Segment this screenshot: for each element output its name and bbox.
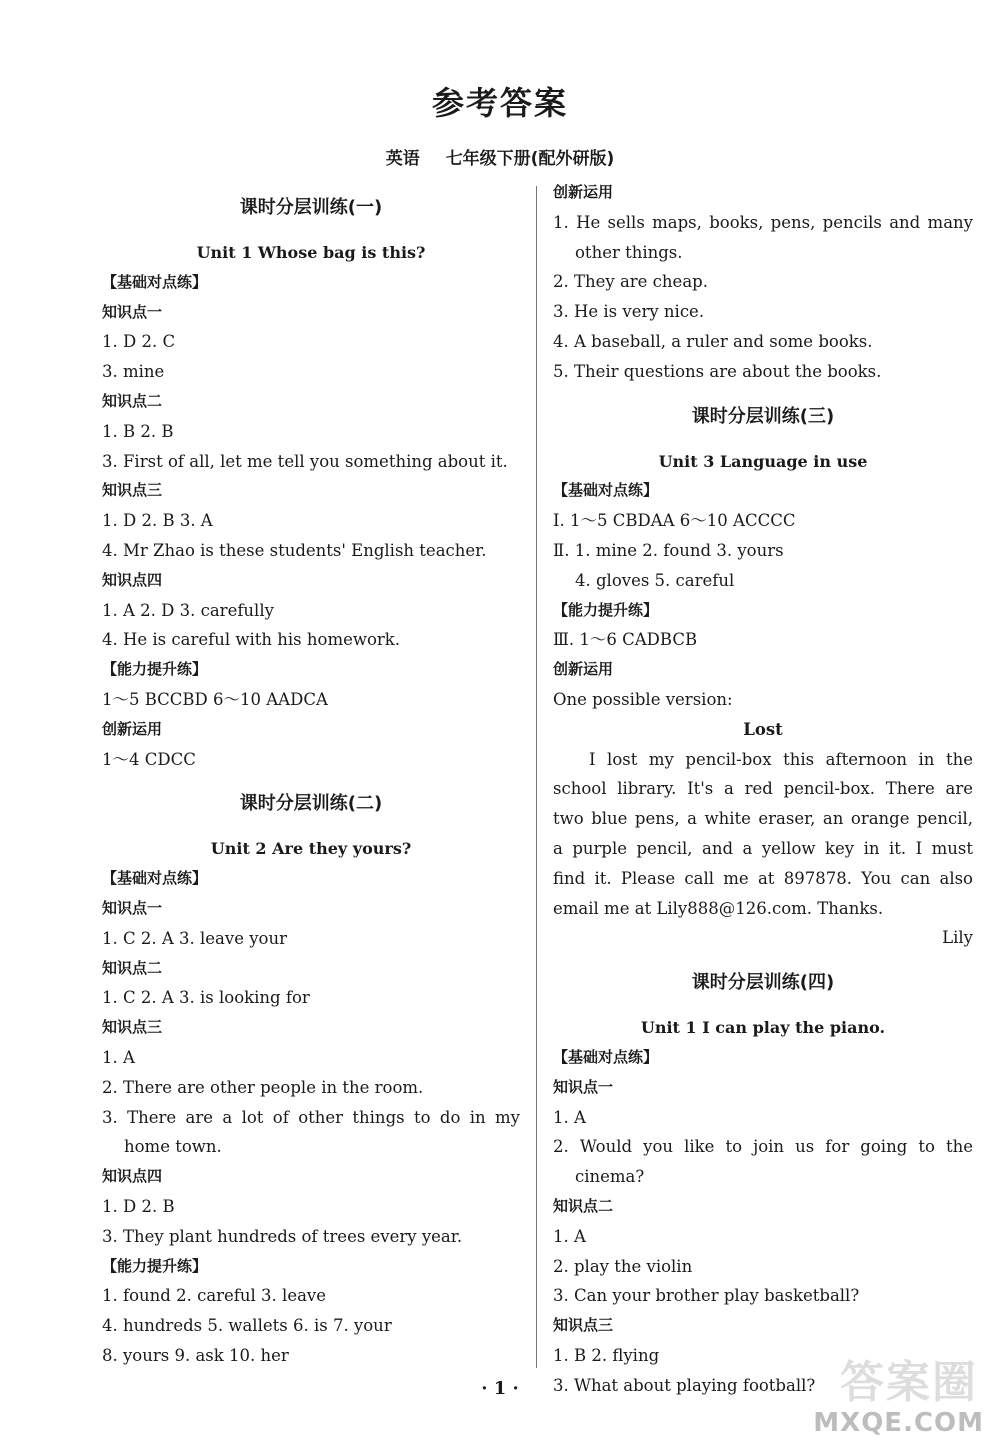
unit-title: Unit 3 Language in use [658, 451, 868, 471]
subsection-label: 知识点一 [102, 302, 163, 321]
answer-line: 1. found 2. careful 3. leave [102, 1286, 327, 1306]
answer-line: 1. C 2. A 3. is looking for [102, 988, 310, 1008]
subsection-label: 【能力提升练】 [102, 660, 208, 679]
answer-line-continued: other things. [575, 242, 683, 262]
answer-line: 3. mine [102, 362, 165, 382]
section-heading: 课时分层训练(一) [239, 197, 383, 218]
answer-line-continued: home town. [124, 1137, 222, 1157]
subsection-label: 创新运用 [553, 660, 614, 679]
answer-line: 2. play the violin [553, 1256, 693, 1276]
answer-line: two blue pens, a white eraser, an orange pencil, [553, 809, 973, 829]
essay-title: Lost [743, 719, 783, 739]
subsection-label: 知识点三 [102, 481, 163, 500]
answer-line: find it. Please call me at 897878. You can also [553, 868, 973, 888]
answer-line: 3. First of all, let me tell you something about it. [102, 451, 508, 471]
watermark-logo: 答案圈 [840, 1357, 978, 1408]
answer-line: 4. He is careful with his homework. [102, 630, 401, 650]
page-title: 参考答案 [431, 84, 568, 122]
answer-line: 1. He sells maps, books, pens, pencils and many [553, 212, 973, 232]
answer-line: 2. They are cheap. [553, 272, 708, 292]
subsection-label: 【基础对点练】 [102, 869, 208, 888]
answer-line: 1. C 2. A 3. leave your [102, 928, 287, 948]
answer-line: a purple pencil, and a yellow key in it. I must [553, 838, 973, 858]
answer-line: 4. hundreds 5. wallets 6. is 7. your [102, 1316, 392, 1336]
answer-line: Ⅰ. 1～5 CBDAA 6～10 ACCCC [553, 511, 796, 531]
page-number: · 1 · [481, 1378, 519, 1399]
subsection-label: 创新运用 [553, 183, 614, 201]
answer-line: 8. yours 9. ask 10. her [102, 1345, 289, 1365]
answer-line-continued: cinema? [575, 1167, 645, 1187]
answer-line: 1. A [553, 1107, 586, 1127]
subsection-label: 知识点四 [102, 1167, 163, 1186]
unit-title: Unit 1 Whose bag is this? [196, 243, 426, 262]
answer-line: 1. D 2. C [102, 332, 176, 352]
essay-line: I lost my pencil-box this afternoon in the [589, 749, 973, 769]
column-divider [536, 186, 537, 1368]
right-column [553, 178, 973, 1400]
left-column [102, 178, 520, 1371]
answer-line: school library. It's a red pencil-box. There are [553, 779, 973, 799]
answer-line: 1～4 CDCC [102, 749, 196, 769]
subsection-label: 知识点二 [553, 1196, 614, 1215]
answer-line: 1. D 2. B 3. A [102, 511, 213, 531]
answer-line: 1. B 2. flying [553, 1345, 660, 1365]
watermark-text: MXQE.COM [813, 1408, 984, 1438]
subsection-label: 知识点三 [553, 1316, 614, 1335]
answer-line: 4. A baseball, a ruler and some books. [553, 331, 873, 351]
answer-line: 1. A 2. D 3. carefully [102, 600, 274, 620]
answer-line: email me at Lily888@126.com. Thanks. [553, 898, 884, 918]
answer-line: 3. They plant hundreds of trees every year. [102, 1226, 463, 1246]
subject-label: 英语 [385, 149, 420, 169]
subsection-label: 【基础对点练】 [553, 481, 659, 500]
answer-line: One possible version: [553, 689, 733, 709]
answer-line: 1. B 2. B [102, 421, 174, 441]
answer-line: 3. There are a lot of other things to do in my [102, 1107, 520, 1127]
answer-line: 3. What about playing football? [553, 1375, 816, 1395]
subsection-label: 【基础对点练】 [102, 272, 208, 291]
unit-title: Unit 1 I can play the piano. [640, 1018, 886, 1038]
subsection-label: 知识点四 [102, 570, 163, 589]
answer-line: 3. Can your brother play basketball? [553, 1286, 860, 1306]
book-label: 七年级下册(配外研版) [445, 149, 615, 169]
section-heading: 课时分层训练(三) [691, 405, 835, 427]
subsection-label: 知识点一 [102, 898, 163, 917]
essay-signature: Lily [942, 928, 973, 948]
answer-line: 2. Would you like to join us for going to the [553, 1137, 973, 1157]
answer-line: 1. A [553, 1226, 586, 1246]
answer-line: 1～5 BCCBD 6～10 AADCA [102, 689, 328, 709]
answer-line: Ⅱ. 1. mine 2. found 3. yours [553, 540, 784, 560]
subsection-label: 创新运用 [102, 719, 163, 738]
subsection-label: 【能力提升练】 [102, 1256, 208, 1275]
answer-line: 2. There are other people in the room. [102, 1077, 424, 1097]
answer-line: 1. D 2. B [102, 1196, 175, 1216]
section-heading: 课时分层训练(四) [691, 972, 835, 994]
answer-line: 4. Mr Zhao is these students' English teacher. [102, 540, 487, 560]
subsection-label: 知识点二 [102, 391, 163, 410]
answer-line: Ⅲ. 1～6 CADBCB [553, 630, 698, 650]
subsection-label: 知识点二 [102, 958, 163, 977]
unit-title: Unit 2 Are they yours? [210, 839, 412, 859]
section-heading: 课时分层训练(二) [239, 793, 383, 815]
subsection-label: 知识点一 [553, 1077, 614, 1096]
answer-line-continued: 4. gloves 5. careful [575, 570, 735, 590]
answer-line: 5. Their questions are about the books. [553, 361, 882, 381]
subsection-label: 【基础对点练】 [553, 1047, 659, 1066]
subsection-label: 知识点三 [102, 1018, 163, 1037]
subsection-label: 【能力提升练】 [553, 600, 659, 619]
page-subtitle [0, 144, 1000, 169]
answer-line: 3. He is very nice. [553, 302, 705, 322]
answer-line: 1. A [102, 1047, 135, 1067]
